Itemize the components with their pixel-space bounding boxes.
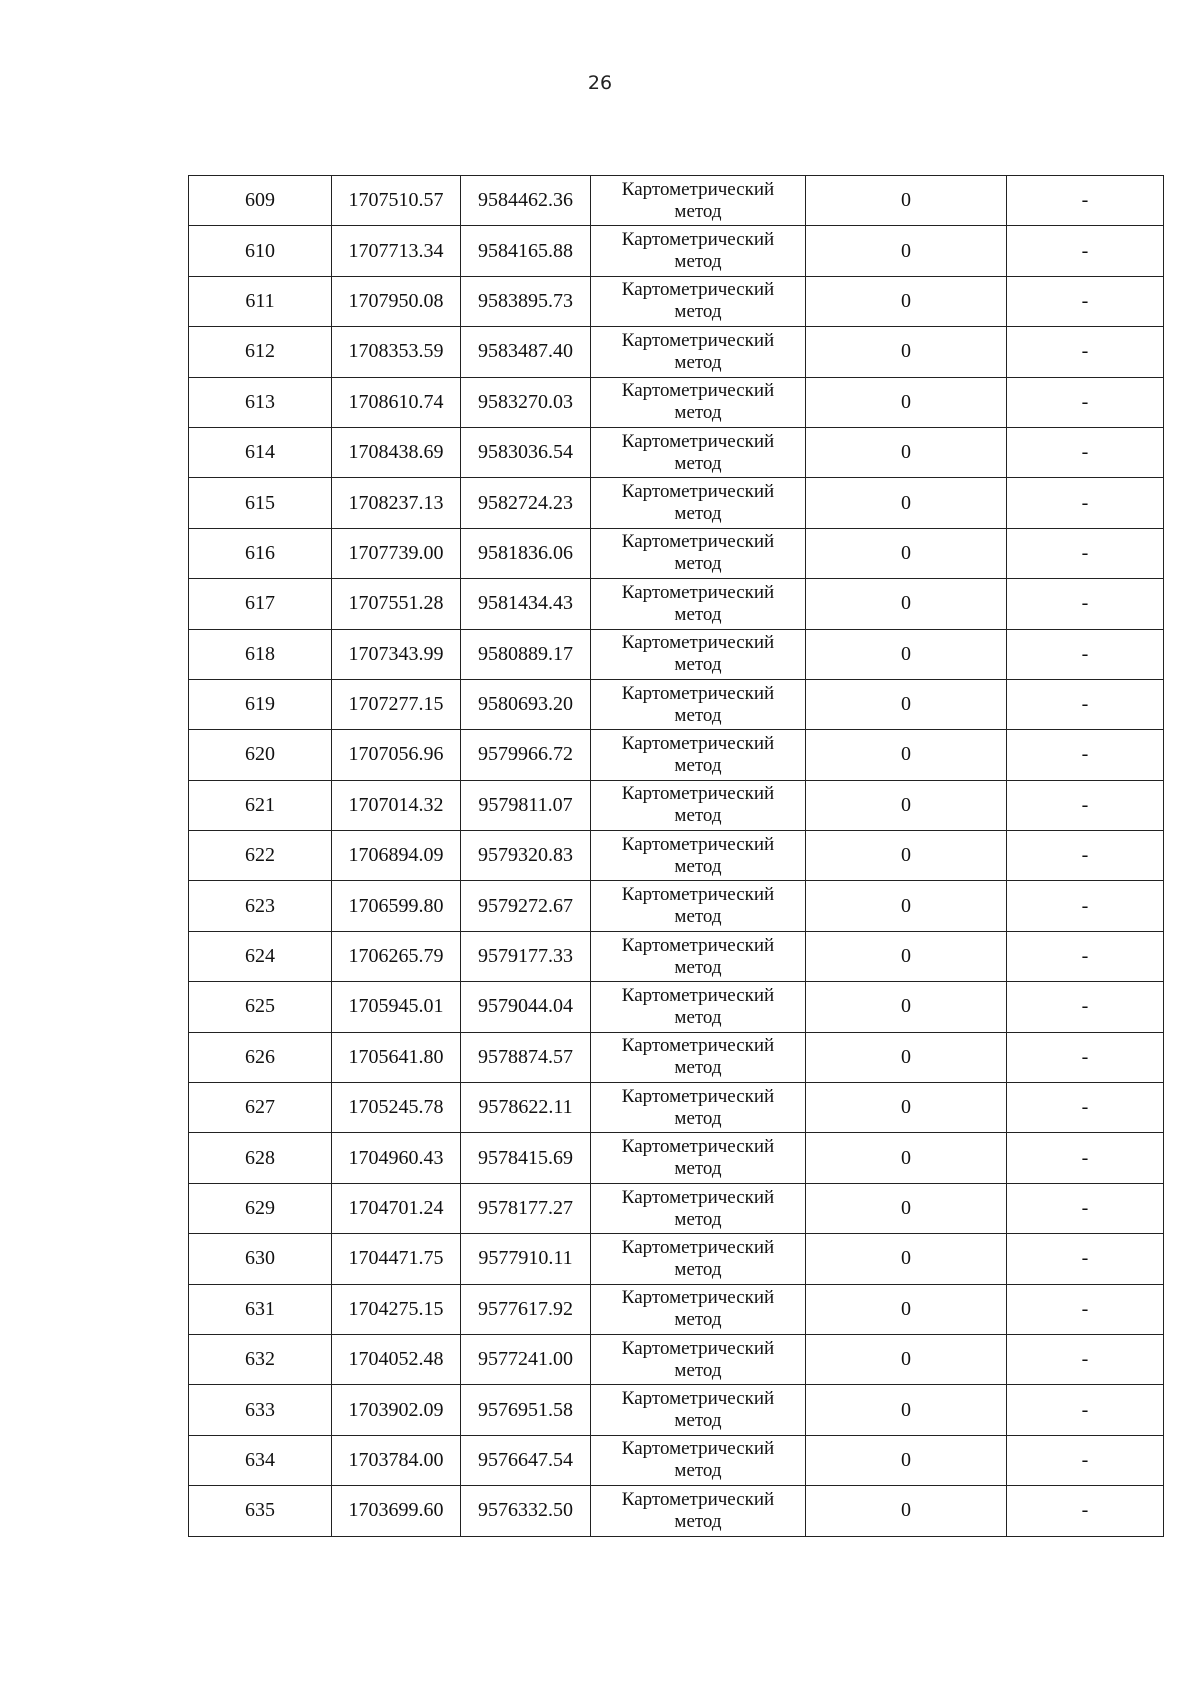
method-line-1: Картометрический [621,531,775,553]
note-cell: - [1007,1486,1164,1536]
method-line-2: метод [674,200,722,222]
y-coordinate-cell: 9584462.36 [461,176,591,226]
x-coordinate-cell: 1707056.96 [332,730,461,780]
point-number-cell: 610 [189,226,332,276]
method-line-2: метод [674,251,722,273]
point-number-cell: 624 [189,931,332,981]
method-cell [591,276,806,326]
note-cell: - [1007,1133,1164,1183]
note-cell: - [1007,1234,1164,1284]
x-coordinate-cell: 1708610.74 [332,377,461,427]
note-cell: - [1007,327,1164,377]
method-line-1: Картометрический [621,329,775,351]
x-coordinate-cell: 1705641.80 [332,1032,461,1082]
x-coordinate-cell: 1703902.09 [332,1385,461,1435]
y-coordinate-cell: 9582724.23 [461,478,591,528]
table-row [189,1385,1164,1435]
method-cell [591,377,806,427]
error-cell: 0 [806,1486,1007,1536]
point-number-cell: 615 [189,478,332,528]
point-number-cell: 621 [189,780,332,830]
x-coordinate-cell: 1707950.08 [332,276,461,326]
note-cell: - [1007,730,1164,780]
method-line-2: метод [674,1460,722,1482]
method-line-2: метод [674,1006,722,1028]
method-cell [591,478,806,528]
y-coordinate-cell: 9577617.92 [461,1284,591,1334]
method-line-2: метод [674,1057,722,1079]
page-number: 26 [587,72,613,94]
point-number-cell: 626 [189,1032,332,1082]
error-cell: 0 [806,528,1007,578]
y-coordinate-cell: 9583270.03 [461,377,591,427]
method-line-1: Картометрический [621,783,775,805]
method-line-1: Картометрический [621,1488,775,1510]
method-line-2: метод [674,654,722,676]
point-number-cell: 635 [189,1486,332,1536]
method-line-2: метод [674,1410,722,1432]
error-cell: 0 [806,1435,1007,1485]
method-line-2: метод [674,452,722,474]
note-cell: - [1007,629,1164,679]
x-coordinate-cell: 1708237.13 [332,478,461,528]
method-line-1: Картометрический [621,279,775,301]
y-coordinate-cell: 9576951.58 [461,1385,591,1435]
method-cell [591,1334,806,1384]
error-cell: 0 [806,1032,1007,1082]
note-cell: - [1007,1032,1164,1082]
y-coordinate-cell: 9578874.57 [461,1032,591,1082]
error-cell: 0 [806,1234,1007,1284]
method-line-1: Картометрический [621,1085,775,1107]
method-cell [591,176,806,226]
method-line-1: Картометрический [621,229,775,251]
y-coordinate-cell: 9583487.40 [461,327,591,377]
method-cell [591,1284,806,1334]
point-number-cell: 617 [189,579,332,629]
method-cell [591,629,806,679]
table-row [189,831,1164,881]
point-number-cell: 616 [189,528,332,578]
method-cell [591,1032,806,1082]
table-row [189,276,1164,326]
point-number-cell: 625 [189,982,332,1032]
error-cell: 0 [806,478,1007,528]
error-cell: 0 [806,176,1007,226]
point-number-cell: 630 [189,1234,332,1284]
table-row [189,1334,1164,1384]
method-cell [591,1183,806,1233]
x-coordinate-cell: 1708353.59 [332,327,461,377]
method-line-1: Картометрический [621,1388,775,1410]
x-coordinate-cell: 1707343.99 [332,629,461,679]
note-cell: - [1007,679,1164,729]
note-cell: - [1007,1334,1164,1384]
method-line-1: Картометрический [621,481,775,503]
error-cell: 0 [806,1284,1007,1334]
method-line-2: метод [674,805,722,827]
x-coordinate-cell: 1705945.01 [332,982,461,1032]
method-cell [591,1133,806,1183]
y-coordinate-cell: 9579320.83 [461,831,591,881]
coordinates-table [188,175,1164,1537]
point-number-cell: 618 [189,629,332,679]
method-line-2: метод [674,402,722,424]
note-cell: - [1007,377,1164,427]
y-coordinate-cell: 9577241.00 [461,1334,591,1384]
method-line-2: метод [674,1107,722,1129]
error-cell: 0 [806,881,1007,931]
table-row [189,1183,1164,1233]
error-cell: 0 [806,327,1007,377]
method-line-1: Картометрический [621,581,775,603]
note-cell: - [1007,176,1164,226]
table-row [189,1284,1164,1334]
table-row [189,478,1164,528]
method-cell [591,226,806,276]
method-line-2: метод [674,906,722,928]
note-cell: - [1007,478,1164,528]
method-cell [591,831,806,881]
method-cell [591,780,806,830]
y-coordinate-cell: 9579966.72 [461,730,591,780]
method-cell [591,881,806,931]
method-line-2: метод [674,754,722,776]
error-cell: 0 [806,1083,1007,1133]
point-number-cell: 627 [189,1083,332,1133]
method-line-1: Картометрический [621,1186,775,1208]
table-row [189,327,1164,377]
method-cell [591,327,806,377]
method-cell [591,679,806,729]
note-cell: - [1007,931,1164,981]
table-row [189,1486,1164,1536]
table-row [189,881,1164,931]
method-cell [591,1435,806,1485]
method-line-1: Картометрический [621,1035,775,1057]
note-cell: - [1007,1083,1164,1133]
x-coordinate-cell: 1703699.60 [332,1486,461,1536]
method-cell [591,982,806,1032]
method-line-2: метод [674,503,722,525]
point-number-cell: 609 [189,176,332,226]
y-coordinate-cell: 9578622.11 [461,1083,591,1133]
method-line-1: Картометрический [621,1236,775,1258]
method-line-2: метод [674,1258,722,1280]
method-cell [591,931,806,981]
y-coordinate-cell: 9579272.67 [461,881,591,931]
method-cell [591,1385,806,1435]
error-cell: 0 [806,831,1007,881]
note-cell: - [1007,427,1164,477]
point-number-cell: 622 [189,831,332,881]
point-number-cell: 620 [189,730,332,780]
y-coordinate-cell: 9578415.69 [461,1133,591,1183]
y-coordinate-cell: 9579044.04 [461,982,591,1032]
point-number-cell: 612 [189,327,332,377]
point-number-cell: 611 [189,276,332,326]
error-cell: 0 [806,579,1007,629]
point-number-cell: 631 [189,1284,332,1334]
y-coordinate-cell: 9581836.06 [461,528,591,578]
table-row [189,1133,1164,1183]
error-cell: 0 [806,730,1007,780]
x-coordinate-cell: 1703784.00 [332,1435,461,1485]
method-line-2: метод [674,301,722,323]
method-line-2: метод [674,351,722,373]
x-coordinate-cell: 1704471.75 [332,1234,461,1284]
table-row [189,982,1164,1032]
method-line-2: метод [674,1359,722,1381]
point-number-cell: 614 [189,427,332,477]
error-cell: 0 [806,679,1007,729]
y-coordinate-cell: 9577910.11 [461,1234,591,1284]
table-row [189,679,1164,729]
table-row [189,1234,1164,1284]
y-coordinate-cell: 9580693.20 [461,679,591,729]
method-line-2: метод [674,855,722,877]
y-coordinate-cell: 9576647.54 [461,1435,591,1485]
point-number-cell: 613 [189,377,332,427]
x-coordinate-cell: 1707739.00 [332,528,461,578]
x-coordinate-cell: 1706894.09 [332,831,461,881]
y-coordinate-cell: 9580889.17 [461,629,591,679]
method-line-1: Картометрический [621,632,775,654]
method-line-2: метод [674,1510,722,1532]
error-cell: 0 [806,276,1007,326]
method-line-1: Картометрический [621,178,775,200]
note-cell: - [1007,831,1164,881]
method-line-1: Картометрический [621,1136,775,1158]
method-line-2: метод [674,1208,722,1230]
note-cell: - [1007,1385,1164,1435]
x-coordinate-cell: 1706265.79 [332,931,461,981]
x-coordinate-cell: 1704275.15 [332,1284,461,1334]
error-cell: 0 [806,982,1007,1032]
note-cell: - [1007,1183,1164,1233]
note-cell: - [1007,982,1164,1032]
table-row [189,176,1164,226]
method-cell [591,579,806,629]
note-cell: - [1007,780,1164,830]
note-cell: - [1007,226,1164,276]
method-line-1: Картометрический [621,984,775,1006]
method-line-1: Картометрический [621,833,775,855]
y-coordinate-cell: 9578177.27 [461,1183,591,1233]
coordinates-table-body [189,176,1164,1537]
error-cell: 0 [806,780,1007,830]
method-cell [591,730,806,780]
method-cell [591,1083,806,1133]
error-cell: 0 [806,1334,1007,1384]
x-coordinate-cell: 1704701.24 [332,1183,461,1233]
method-line-1: Картометрический [621,380,775,402]
note-cell: - [1007,1435,1164,1485]
point-number-cell: 628 [189,1133,332,1183]
table-row [189,579,1164,629]
method-line-2: метод [674,1158,722,1180]
note-cell: - [1007,528,1164,578]
method-line-1: Картометрический [621,884,775,906]
y-coordinate-cell: 9576332.50 [461,1486,591,1536]
table-row [189,377,1164,427]
table-row [189,1435,1164,1485]
x-coordinate-cell: 1708438.69 [332,427,461,477]
table-row [189,730,1164,780]
method-line-2: метод [674,603,722,625]
x-coordinate-cell: 1707277.15 [332,679,461,729]
method-line-1: Картометрический [621,1337,775,1359]
y-coordinate-cell: 9579177.33 [461,931,591,981]
table-row [189,780,1164,830]
method-line-2: метод [674,1309,722,1331]
method-cell [591,1486,806,1536]
method-line-1: Картометрический [621,934,775,956]
point-number-cell: 623 [189,881,332,931]
table-row [189,528,1164,578]
table-row [189,226,1164,276]
y-coordinate-cell: 9579811.07 [461,780,591,830]
error-cell: 0 [806,1133,1007,1183]
method-cell [591,427,806,477]
x-coordinate-cell: 1707510.57 [332,176,461,226]
point-number-cell: 633 [189,1385,332,1435]
point-number-cell: 634 [189,1435,332,1485]
y-coordinate-cell: 9584165.88 [461,226,591,276]
error-cell: 0 [806,427,1007,477]
method-cell [591,1234,806,1284]
x-coordinate-cell: 1705245.78 [332,1083,461,1133]
x-coordinate-cell: 1707713.34 [332,226,461,276]
error-cell: 0 [806,629,1007,679]
x-coordinate-cell: 1704960.43 [332,1133,461,1183]
y-coordinate-cell: 9583895.73 [461,276,591,326]
method-line-1: Картометрический [621,430,775,452]
method-line-1: Картометрический [621,1287,775,1309]
point-number-cell: 632 [189,1334,332,1384]
method-line-2: метод [674,704,722,726]
table-row [189,629,1164,679]
method-line-2: метод [674,956,722,978]
method-cell [591,528,806,578]
x-coordinate-cell: 1704052.48 [332,1334,461,1384]
note-cell: - [1007,276,1164,326]
table-row [189,1083,1164,1133]
error-cell: 0 [806,1183,1007,1233]
x-coordinate-cell: 1707014.32 [332,780,461,830]
note-cell: - [1007,881,1164,931]
method-line-1: Картометрический [621,732,775,754]
y-coordinate-cell: 9583036.54 [461,427,591,477]
note-cell: - [1007,1284,1164,1334]
method-line-1: Картометрический [621,1438,775,1460]
note-cell: - [1007,579,1164,629]
method-line-1: Картометрический [621,682,775,704]
method-line-2: метод [674,553,722,575]
error-cell: 0 [806,377,1007,427]
table-row [189,427,1164,477]
error-cell: 0 [806,226,1007,276]
table-row [189,931,1164,981]
table-row [189,1032,1164,1082]
error-cell: 0 [806,931,1007,981]
x-coordinate-cell: 1707551.28 [332,579,461,629]
y-coordinate-cell: 9581434.43 [461,579,591,629]
point-number-cell: 619 [189,679,332,729]
point-number-cell: 629 [189,1183,332,1233]
x-coordinate-cell: 1706599.80 [332,881,461,931]
error-cell: 0 [806,1385,1007,1435]
